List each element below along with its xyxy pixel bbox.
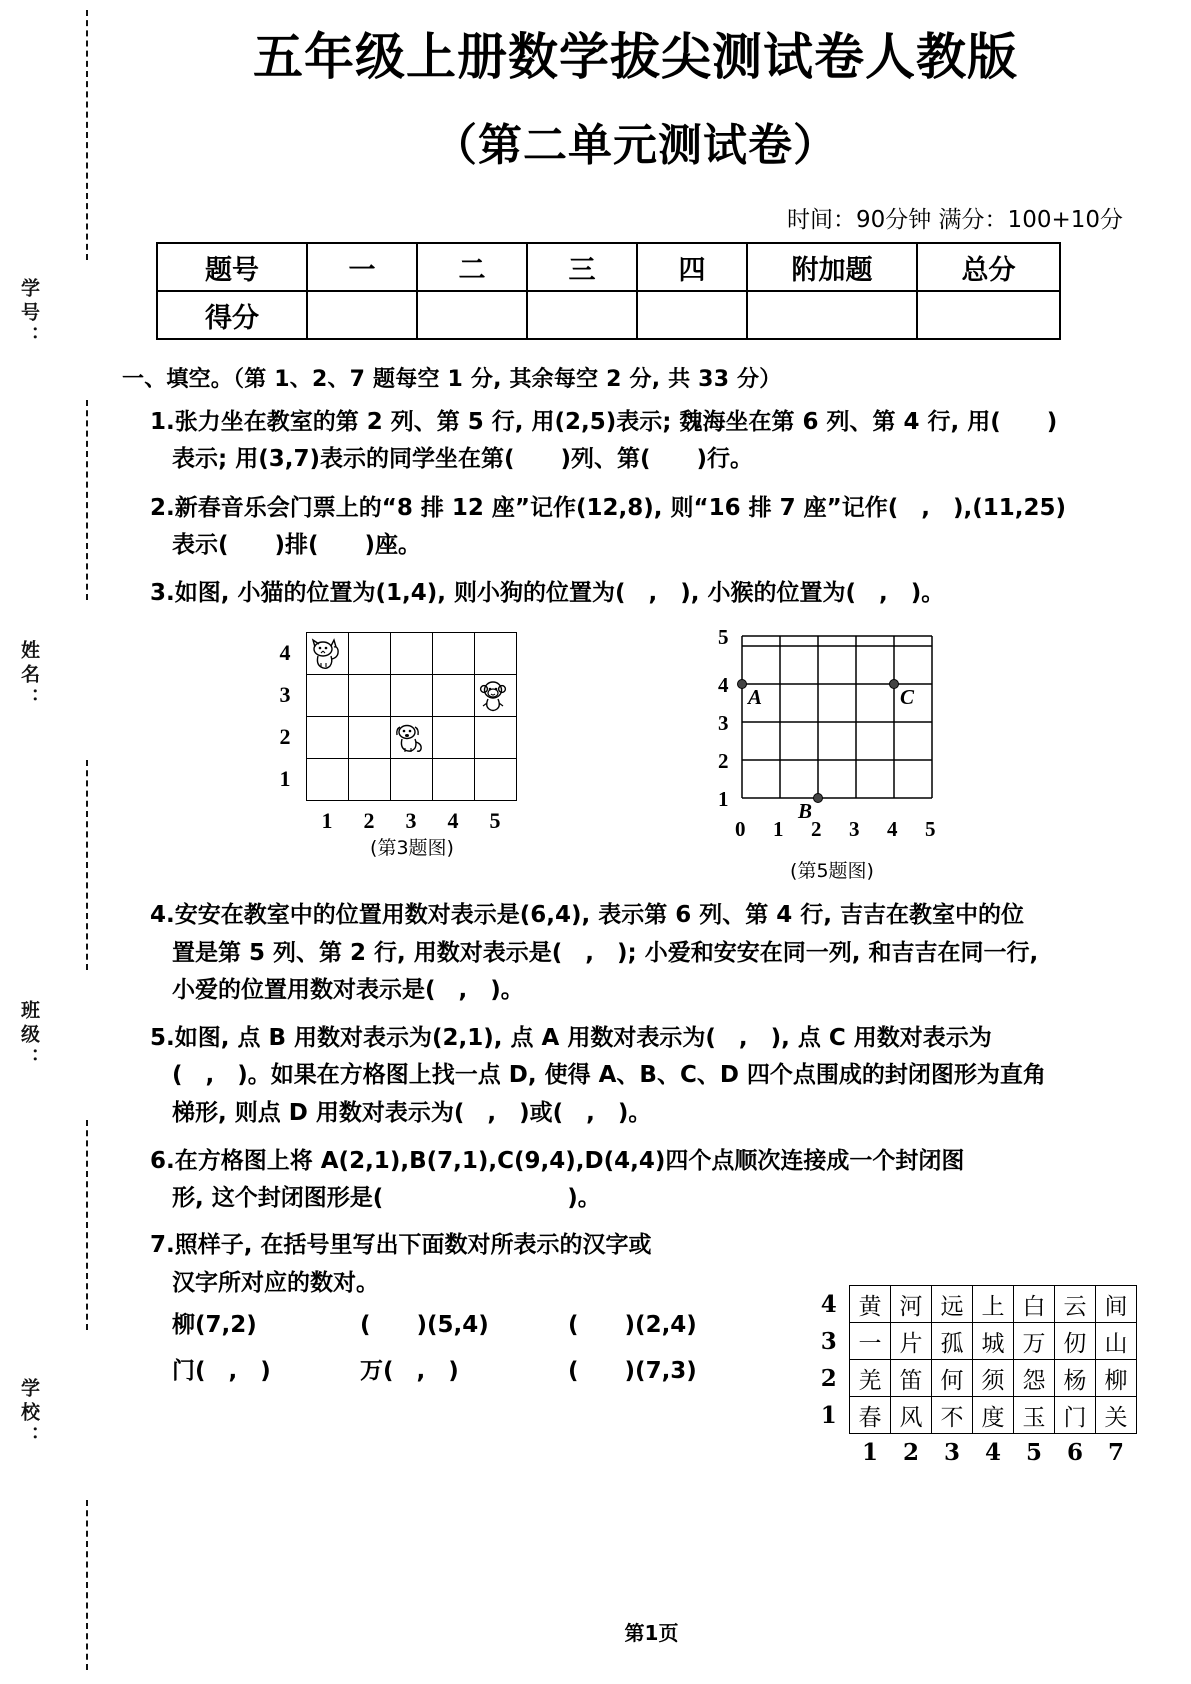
poem-grid [809, 1285, 1138, 1471]
poem-cell: 间 [1096, 1286, 1137, 1323]
question-1-number: 1. [150, 409, 175, 435]
score-header-3: 三 [527, 243, 637, 291]
q7-r1-c2[interactable]: ( )(5,4) [360, 1311, 489, 1338]
dash-segment [86, 400, 88, 600]
question-5-line2: ( , )。如果在方格图上找一点 D, 使得 A、B、C、D 四个点围成的封闭图形为直角 [172, 1062, 1046, 1089]
table-row [809, 1323, 1137, 1360]
question-4-line1: 安安在教室中的位置用数对表示是(6,4), 表示第 6 列、第 4 行, 吉吉在教室中的位 [174, 902, 1025, 929]
fig5-label-C: C [900, 685, 915, 710]
fig5-ylabel-4: 4 [718, 673, 729, 698]
poem-cell: 杨 [1055, 1360, 1096, 1397]
fig3-cell [433, 675, 475, 717]
poem-cell: 春 [850, 1397, 891, 1434]
question-1-line1: 张力坐在教室的第 2 列、第 5 行, 用(2,5)表示; 魏海坐在第 6 列、第 4 行, 用( ) [174, 409, 1058, 435]
table-row [157, 291, 1060, 339]
fig3-cell [391, 759, 433, 801]
fig3-cell-cat [307, 633, 349, 675]
question-7 [150, 1227, 770, 1302]
page-subtitle: （第二单元测试卷） [433, 120, 838, 171]
fig3-cell [349, 675, 391, 717]
fig3-xlabel-2: 2 [363, 808, 375, 834]
fig3-xlabel-4: 4 [447, 808, 459, 834]
fig5-ylabel-5: 5 [718, 625, 729, 650]
table-row [307, 675, 517, 717]
poem-cell: 片 [891, 1323, 932, 1360]
question-5-line3: 梯形, 则点 D 用数对表示为( , )或( , )。 [172, 1099, 652, 1126]
fig5-label-B: B [798, 799, 813, 824]
score-cell-bonus[interactable] [747, 291, 917, 339]
q7-r1-c1[interactable]: 柳(7,2) [172, 1311, 257, 1338]
question-2-number: 2. [150, 494, 175, 521]
fig5-xlabel-3: 3 [849, 817, 860, 842]
q7-r2-c1[interactable]: 门( , ) [172, 1357, 271, 1384]
poem-cell: 孤 [932, 1323, 973, 1360]
table-row [809, 1286, 1137, 1323]
fig3-xlabel-3: 3 [405, 808, 417, 834]
figure-3 [272, 632, 552, 860]
fig5-ylabel-3: 3 [718, 711, 729, 736]
fig3-cell [349, 717, 391, 759]
fig3-cell-dog [391, 717, 433, 759]
question-6 [150, 1143, 1149, 1218]
fig3-cell [391, 633, 433, 675]
score-cell-1[interactable] [307, 291, 417, 339]
score-cell-3[interactable] [527, 291, 637, 339]
poem-collabel-3: 3 [943, 1439, 960, 1466]
question-6-line1: 在方格图上将 A(2,1),B(7,1),C(9,4),D(4,4)四个点顺次连接成一个封闭图 [174, 1147, 965, 1174]
table-row [307, 717, 517, 759]
poem-cell: 风 [891, 1397, 932, 1434]
score-header-4: 四 [637, 243, 747, 291]
question-3-number: 3. [150, 580, 175, 606]
figures-row [122, 618, 1149, 886]
question-1 [150, 404, 1149, 479]
fig3-cell [307, 717, 349, 759]
fig5-xlabel-0: 0 [735, 817, 746, 842]
table-row [157, 243, 1060, 291]
poem-cell: 怨 [1014, 1360, 1055, 1397]
score-header-label: 题号 [157, 243, 307, 291]
fig3-cell [475, 717, 517, 759]
q7-r1-c3[interactable]: ( )(2,4) [568, 1311, 697, 1338]
question-6-line2: 形, 这个封闭图形是( )。 [172, 1185, 601, 1211]
fig5-caption: (第5题图) [790, 860, 874, 883]
fig5-label-A: A [748, 685, 763, 710]
poem-rowlabel-3: 3 [820, 1327, 837, 1355]
dash-segment [86, 760, 88, 970]
fig5-point-B [814, 794, 823, 803]
poem-cell: 远 [932, 1286, 973, 1323]
question-5-line1: 如图, 点 B 用数对表示为(2,1), 点 A 用数对表示为( , ), 点 C 用数对表示为 [174, 1025, 992, 1051]
dash-segment [86, 1500, 88, 1670]
poem-collabel-4: 4 [984, 1439, 1001, 1466]
question-3-line1: 如图, 小猫的位置为(1,4), 则小狗的位置为( , ), 小猴的位置为( , )。 [174, 580, 945, 606]
fig3-cell [349, 759, 391, 801]
dash-segment [86, 10, 88, 260]
fig3-cell [391, 675, 433, 717]
question-4-line3: 小爱的位置用数对表示是( , )。 [172, 976, 524, 1003]
poem-cell: 何 [932, 1360, 973, 1397]
question-3 [150, 575, 1149, 612]
poem-cell: 一 [850, 1323, 891, 1360]
question-1-line2: 表示; 用(3,7)表示的同学坐在第( )列、第( )行。 [172, 446, 754, 473]
q7-r2-c3[interactable]: ( )(7,3) [568, 1357, 697, 1384]
score-cell-total[interactable] [917, 291, 1060, 339]
fig3-ylabel-2: 2 [279, 724, 291, 750]
poem-cell: 不 [932, 1397, 973, 1434]
fig3-ylabel-3: 3 [279, 682, 291, 708]
fig3-ylabel-4: 4 [279, 640, 291, 666]
binding-label-student-id: 学号： [18, 278, 40, 350]
question-7-number: 7. [150, 1232, 175, 1259]
cat-icon [307, 637, 343, 671]
poem-collabel-7: 7 [1107, 1439, 1124, 1466]
score-row-label: 得分 [157, 291, 307, 339]
q7-r2-c2[interactable]: 万( , ) [360, 1357, 459, 1384]
score-header-1: 一 [307, 243, 417, 291]
poem-cell: 城 [973, 1323, 1014, 1360]
exam-meta-info: 时间：90分钟 满分：100+10分 [786, 207, 1123, 233]
score-table [156, 242, 1061, 340]
poem-cell: 云 [1055, 1286, 1096, 1323]
poem-cell: 玉 [1014, 1397, 1055, 1434]
poem-cell: 关 [1096, 1397, 1137, 1434]
poem-rowlabel-2: 2 [820, 1364, 837, 1392]
fig5-xlabel-2: 2 [811, 817, 822, 842]
fig3-grid [306, 632, 517, 801]
dash-segment [86, 1120, 88, 1330]
poem-collabel-6: 6 [1066, 1439, 1083, 1466]
fig3-cell [433, 717, 475, 759]
score-cell-2[interactable] [417, 291, 527, 339]
poem-cell: 黄 [850, 1286, 891, 1323]
score-cell-4[interactable] [637, 291, 747, 339]
table-row [809, 1360, 1137, 1397]
fig5-point-A [738, 680, 747, 689]
fig3-cell [475, 759, 517, 801]
poem-cell: 柳 [1096, 1360, 1137, 1397]
fig5-ylabel-1: 1 [718, 787, 729, 812]
question-7-line1: 照样子, 在括号里写出下面数对所表示的汉字或 [174, 1232, 652, 1259]
fig3-xlabel-1: 1 [321, 808, 333, 834]
figure-5 [702, 618, 962, 883]
fig3-cell [307, 675, 349, 717]
poem-cell: 上 [973, 1286, 1014, 1323]
poem-collabel-1: 1 [861, 1439, 878, 1466]
fig3-cell [475, 633, 517, 675]
poem-cell: 仞 [1055, 1323, 1096, 1360]
fig3-cell-monkey [475, 675, 517, 717]
question-2-line2: 表示( )排( )座。 [172, 531, 422, 558]
score-header-2: 二 [417, 243, 527, 291]
fig3-cell [307, 759, 349, 801]
fig3-cell [433, 759, 475, 801]
page-number: 第1页 [624, 1621, 679, 1645]
binding-label-class: 班级： [18, 1000, 40, 1072]
poem-rowlabel-4: 4 [820, 1290, 837, 1318]
question-5-number: 5. [150, 1025, 175, 1051]
fig5-xlabel-1: 1 [773, 817, 784, 842]
poem-cell: 万 [1014, 1323, 1055, 1360]
fig5-point-C [890, 680, 899, 689]
poem-collabel-5: 5 [1025, 1439, 1042, 1466]
question-2 [150, 490, 1149, 565]
binding-label-name: 姓名： [18, 640, 40, 712]
dog-icon [391, 721, 427, 755]
fig5-ylabel-2: 2 [718, 749, 729, 774]
poem-cell: 须 [973, 1360, 1014, 1397]
fig5-coordinate-grid [702, 618, 962, 850]
binding-label-school: 学校： [18, 1378, 40, 1450]
fig3-caption: (第3题图) [370, 837, 454, 860]
poem-cell: 河 [891, 1286, 932, 1323]
fig5-xlabel-5: 5 [925, 817, 936, 842]
poem-cell: 白 [1014, 1286, 1055, 1323]
poem-cell: 山 [1096, 1323, 1137, 1360]
question-4-number: 4. [150, 902, 175, 929]
fig3-cell [433, 633, 475, 675]
table-row [809, 1434, 1137, 1471]
section-heading-fill-blanks: 一、填空。（第 1、2、7 题每空 1 分, 其余每空 2 分, 共 33 分） [122, 367, 782, 392]
monkey-icon [475, 679, 511, 713]
fig3-ylabel-1: 1 [279, 766, 291, 792]
poem-cell: 羌 [850, 1360, 891, 1397]
fig5-xlabel-4: 4 [887, 817, 898, 842]
binding-strip [0, 0, 112, 1684]
poem-collabel-2: 2 [902, 1439, 919, 1466]
fig3-cell [349, 633, 391, 675]
poem-rowlabel-1: 1 [820, 1401, 837, 1429]
table-row [809, 1397, 1137, 1434]
question-7-block [122, 1227, 1149, 1466]
poem-cell: 门 [1055, 1397, 1096, 1434]
question-4 [150, 897, 1149, 1009]
exam-page [112, 0, 1191, 1684]
table-row [307, 633, 517, 675]
question-4-line2: 置是第 5 列、第 2 行, 用数对表示是( , ); 小爱和安安在同一列, 和吉吉在同一行, [172, 939, 1039, 966]
score-header-total: 总分 [917, 243, 1060, 291]
poem-cell: 笛 [891, 1360, 932, 1397]
poem-grid-wrapper [809, 1285, 1138, 1471]
score-header-bonus: 附加题 [747, 243, 917, 291]
table-row [307, 759, 517, 801]
question-6-number: 6. [150, 1147, 175, 1174]
poem-corner [809, 1434, 850, 1471]
question-7-line2: 汉字所对应的数对。 [172, 1269, 379, 1296]
question-5 [150, 1020, 1149, 1132]
fig3-xlabel-5: 5 [489, 808, 501, 834]
question-2-line1: 新春音乐会门票上的“8 排 12 座”记作(12,8), 则“16 排 7 座”记作( , ),(11,25) [174, 494, 1067, 521]
page-title: 五年级上册数学拔尖测试卷人教版 [253, 28, 1018, 86]
poem-cell: 度 [973, 1397, 1014, 1434]
